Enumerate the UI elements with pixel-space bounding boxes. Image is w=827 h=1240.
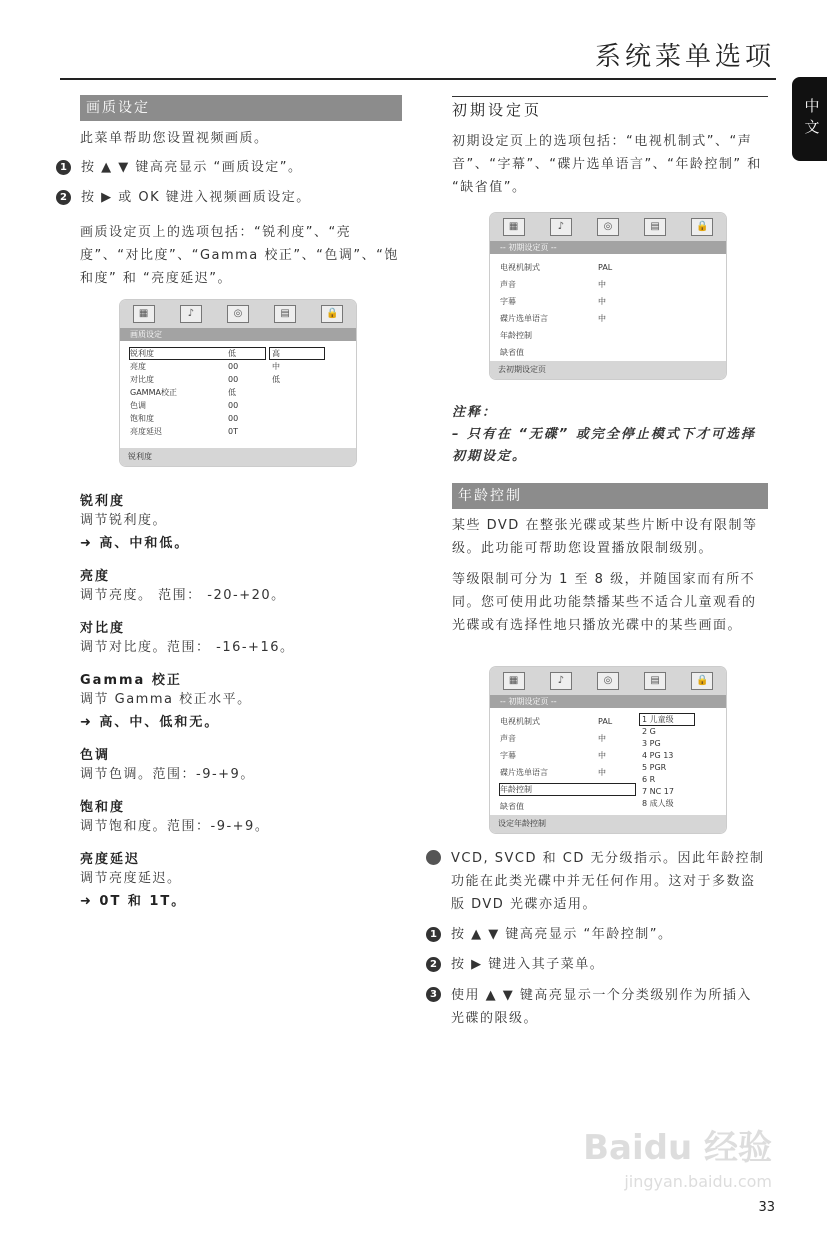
menu-row [500,733,635,744]
step-text: 按 ▶ 或 OK 键进入视频画质设定。 [81,190,311,205]
rating-option: 4 PG 13 [642,751,674,760]
text: GAMMA校正 [130,388,177,397]
text [490,254,726,359]
step-2 [426,954,768,976]
item-options: ➜ 0T 和 1T。 [80,894,187,909]
note-text: – 只有在 “无碟” 或完全停止模式下才可选择初期设定。 [452,427,756,464]
text: 字幕 [500,751,516,760]
menu-footer: 去初期设定页 [490,361,726,379]
section-bar-picture: 画质设定 [80,95,402,121]
text [80,490,402,555]
text: 2 [426,957,441,972]
parental-para-1: 某些 DVD 在整张光碟或某些片断中设有限制等级。此功能可帮助您设置播放限制级别。 [452,518,758,556]
text: 碟片选单语言 [500,768,548,777]
menu-option: 高 [270,348,324,359]
menu-footer: 设定年龄控制 [490,815,726,833]
text [80,744,402,786]
text: 电视机制式 [500,263,540,272]
menu-row [500,279,635,290]
text: 00 [228,414,239,423]
rating-option: 5 PGR [642,763,667,772]
setup-menu-screenshot [490,213,726,379]
menu-row [500,330,635,341]
text: 3 [426,987,441,1002]
setup-icon: ▤ [644,672,666,690]
text: 1 [426,927,441,942]
text [490,213,726,241]
text: 中 [598,297,606,306]
text: 按 ▶ 键进入其子菜单。 [451,957,605,972]
text: 中 [598,751,606,760]
text: 声音 [500,734,516,743]
step-1 [426,924,768,946]
text: VCD, SVCD 和 CD 无分级指示。因此年龄控制功能在此类光碟中并无任何作用。这对于多数盗版 DVD 光碟亦适用。 [451,851,765,912]
menu-row [500,767,635,778]
text: 中 [598,768,606,777]
text [80,848,402,913]
text [80,617,402,659]
item-desc: 调节亮度延迟。 [80,871,182,886]
menu-row [500,313,635,324]
item-title: 饱和度 [80,800,126,815]
menu-row [500,801,635,812]
note-title: 注释： [452,405,498,420]
rating-option: 8 成人级 [642,799,674,808]
item-options: ➜ 高、中、低和无。 [80,715,220,730]
picture-menu-screenshot [120,300,356,466]
parental-para-2: 等级限制可分为 1 至 8 级，并随国家而有所不同。您可使用此功能禁播某些不适合儿童观看的光碟或有选择性地只播放光碟中的某些画面。 [452,572,757,633]
text: 缺省值 [500,348,524,357]
rating-option: 6 R [642,775,656,784]
setup-icon: ▤ [274,305,296,323]
bullet-note [426,847,768,916]
menu-row [500,784,635,795]
text: 00 [228,401,239,410]
menu-row [500,750,635,761]
text: 00 [228,375,239,384]
heading-rule [452,96,768,97]
item-desc: 调节色调。范围：-9-+9。 [80,767,255,782]
bullet-icon [426,850,441,865]
text: 缺省值 [500,802,524,811]
step-number: 1 [56,160,71,175]
text: 中 [598,280,606,289]
text: PAL [598,717,613,726]
section-bar-parental: 年龄控制 [452,483,768,509]
text: 饱和度 [130,414,154,423]
parental-steps [426,847,768,1038]
text [80,565,402,607]
intro-text: 此菜单帮助您设置视频画质。 [80,131,269,146]
menu-row [500,296,635,307]
text: 年龄控制 [500,785,532,794]
menu-row [500,716,635,727]
item-title: 对比度 [80,621,126,636]
menu-row [130,374,265,385]
text: 碟片选单语言 [500,314,548,323]
parental-menu-screenshot [490,667,726,833]
disc-icon: ◎ [597,672,619,690]
text: 低 [228,388,236,397]
menu-option: 中 [272,362,280,371]
menu-row [500,262,635,273]
menu-footer: 锐利度 [120,448,356,466]
disc-icon: ◎ [597,218,619,236]
text [80,669,402,734]
menu-title: -- 初期设定页 -- [490,695,726,708]
audio-icon: ♪ [550,672,572,690]
step-3 [426,984,756,1030]
note [452,402,768,468]
step-1 [56,157,303,179]
menu-row [130,348,265,359]
menu-icon-bar [120,300,356,328]
text: 声音 [500,280,516,289]
item-desc: 调节对比度。范围： -16-+16。 [80,640,295,655]
text: 亮度延迟 [130,427,162,436]
lock-icon: 🔒 [691,672,713,690]
setup-icon: ▤ [644,218,666,236]
step-number: 2 [56,190,71,205]
text: PAL [598,263,613,272]
setup-intro: 初期设定页上的选项包括：“电视机制式”、“声音”、“字幕”、“碟片选单语言”、“年龄控制” 和 “缺省值”。 [452,134,762,195]
text: 按 ▲ ▼ 键高亮显示 “年龄控制”。 [451,927,673,942]
watermark-logo: Baidu 经验 [583,1128,772,1168]
menu-row [130,400,265,411]
step-2 [56,187,311,209]
setting-descriptions [80,490,402,913]
text [490,708,726,813]
rating-option: 3 PG [642,739,661,748]
item-options: ➜ 高、中和低。 [80,536,190,551]
item-desc: 调节锐利度。 [80,513,168,528]
text: 亮度 [130,362,146,371]
step-text: 按 ▲ ▼ 键高亮显示 “画质设定”。 [81,160,303,175]
item-title: 锐利度 [80,494,126,509]
menu-row [130,387,265,398]
item-title: 亮度 [80,569,111,584]
page-title: 系统菜单选项 [594,42,775,72]
picture-icon: ▦ [133,305,155,323]
language-tab: 中文 [792,77,827,161]
text: 0T [228,427,238,436]
page-number: 33 [758,1200,775,1215]
parental-paragraphs [452,514,768,645]
text: 00 [228,362,239,371]
text: 色调 [130,401,146,410]
menu-row [500,347,635,358]
item-title: 色调 [80,748,111,763]
picture-icon: ▦ [503,672,525,690]
item-desc: 调节 Gamma 校正水平。 [80,692,252,707]
rating-option: 2 G [642,727,656,736]
text: 锐利度 [130,349,154,358]
title-rule [60,78,776,80]
text: 字幕 [500,297,516,306]
lock-icon: 🔒 [691,218,713,236]
menu-row [130,413,265,424]
text: 使用 ▲ ▼ 键高亮显示一个分类级别作为所插入光碟的限级。 [451,988,752,1026]
disc-icon: ◎ [227,305,249,323]
item-title: 亮度延迟 [80,852,141,867]
menu-row [130,361,265,372]
lock-icon: 🔒 [321,305,343,323]
picture-icon: ▦ [503,218,525,236]
menu-title: -- 初期设定页 -- [490,241,726,254]
text: 对比度 [130,375,154,384]
text: 中 [598,314,606,323]
text: 低 [228,349,236,358]
text: 中 [598,734,606,743]
rating-option: 1 儿童级 [640,714,694,725]
item-desc: 调节饱和度。范围：-9-+9。 [80,819,270,834]
text [120,341,356,446]
menu-row [130,426,265,437]
text [80,796,402,838]
audio-icon: ♪ [550,218,572,236]
text [490,667,726,695]
menu-title: 画质设定 [120,328,356,341]
menu-option: 低 [272,375,280,384]
watermark-url: jingyan.baidu.com [624,1172,772,1191]
text: 电视机制式 [500,717,540,726]
item-title: Gamma 校正 [80,673,182,688]
setup-page-heading: 初期设定页 [452,101,543,119]
options-paragraph: 画质设定页上的选项包括：“锐利度”、“亮度”、“对比度”、“Gamma 校正”、“色调”、“饱和度” 和 “亮度延迟”。 [80,225,399,286]
item-desc: 调节亮度。 范围： -20-+20。 [80,588,286,603]
audio-icon: ♪ [180,305,202,323]
rating-option: 7 NC 17 [642,787,674,796]
text: 年龄控制 [500,331,532,340]
